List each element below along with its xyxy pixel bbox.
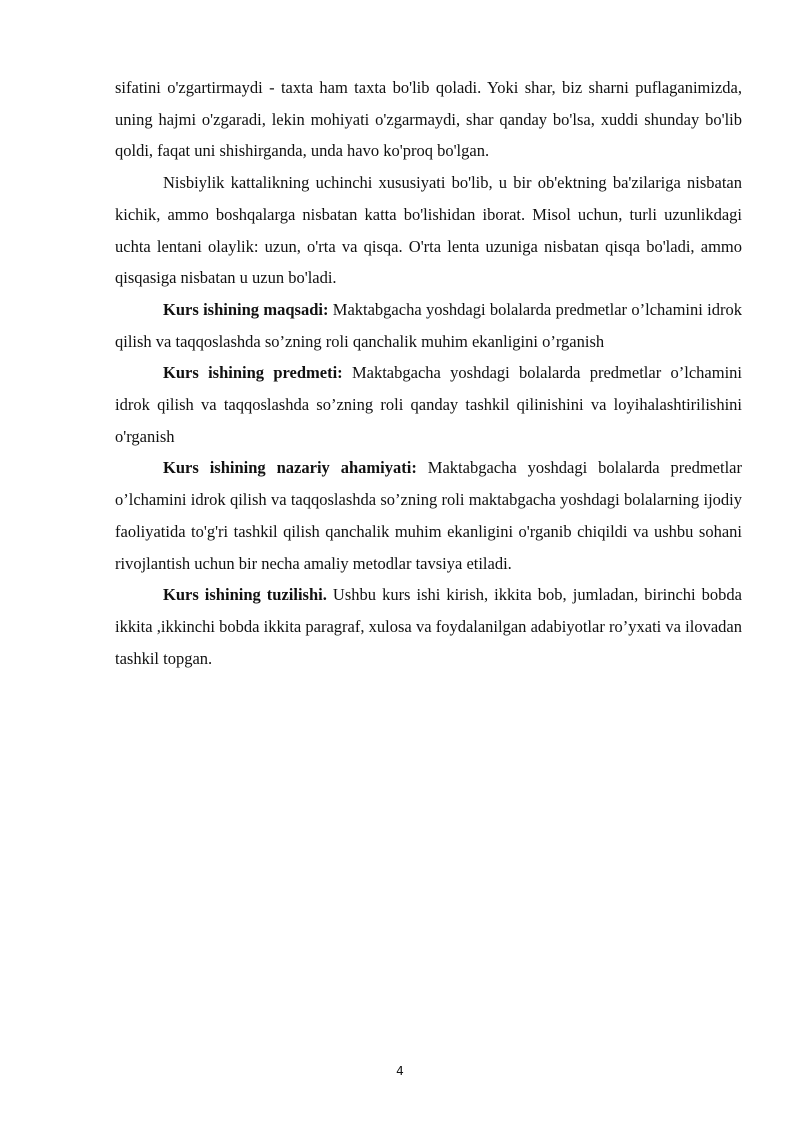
paragraph-heading: Kurs ishining nazariy ahamiyati: xyxy=(163,458,417,478)
paragraph-text: Maktabgacha yoshdagi bolalarda predmetlar o’lchamini idrok qilish va taqqoslashda so’zning roli qanday tashkil qilinishini va loyihalashtirilishini o'rganish xyxy=(115,363,742,446)
paragraph-theoretical-importance xyxy=(115,452,742,579)
paragraph-text: Nisbiylik kattalikning uchinchi xususiyati bo'lib, u bir ob'ektning ba'zilariga nisbatan kichik, ammo boshqalarga nisbatan katta bo'lishidan iborat. Misol uchun, turli uzunlikdagi uchta lentani olaylik: uzun, o'rta va qisqa. O'rta lenta uzuniga nisbatan qisqa bo'ladi, ammo qisqasiga nisbatan u uzun bo'ladi. xyxy=(115,173,742,288)
paragraph-subject xyxy=(115,357,742,452)
paragraph-text: Maktabgacha yoshdagi bolalarda predmetlar o’lchamini idrok qilish va taqqoslashda so’zning roli qanchalik muhim ekanligini o’rganish xyxy=(115,299,742,351)
paragraph-text: Ushbu kurs ishi kirish, ikkita bob, jumladan, birinchi bobda ikkita ,ikkinchi bobda ikkita paragraf, xulosa va foydalanilgan adabiyotlar ro’yxati va ilovadan tashkil topgan. xyxy=(115,585,743,668)
paragraph-goal xyxy=(115,294,742,357)
paragraph-heading: Kurs ishining predmeti: xyxy=(163,363,343,383)
paragraph-text: Maktabgacha yoshdagi bolalarda predmetlar o’lchamini idrok qilish va taqqoslashda so’zning roli maktabgacha yoshdagi bolalarning ijodiy faoliyatida to'g'ri tashkil qilish qanchalik muhim ekanligini o'rganib chiqildi va ushbu sohani rivojlantish uchun bir necha amaliy metodlar tavsiya etiladi. xyxy=(115,458,742,573)
paragraph-heading: Kurs ishining maqsadi: xyxy=(163,299,329,319)
paragraph-structure xyxy=(115,579,742,674)
paragraph-heading: Kurs ishining tuzilishi. xyxy=(163,585,327,605)
document-page xyxy=(115,72,742,674)
paragraph-text: sifatini o'zgartirmaydi - taxta ham taxta bo'lib qoladi. Yoki shar, biz sharni puflaganimizda, uning hajmi o'zgaradi, lekin mohiyati o'zgarmaydi, shar qanday bo'lsa, xuddi shunday bo'lib qoldi, faqat uni shishirganda, unda havo ko'proq bo'lgan. xyxy=(115,78,742,161)
page-number: 4 xyxy=(396,1064,404,1078)
paragraph-continuation xyxy=(115,72,742,167)
paragraph-relativity xyxy=(115,167,742,294)
